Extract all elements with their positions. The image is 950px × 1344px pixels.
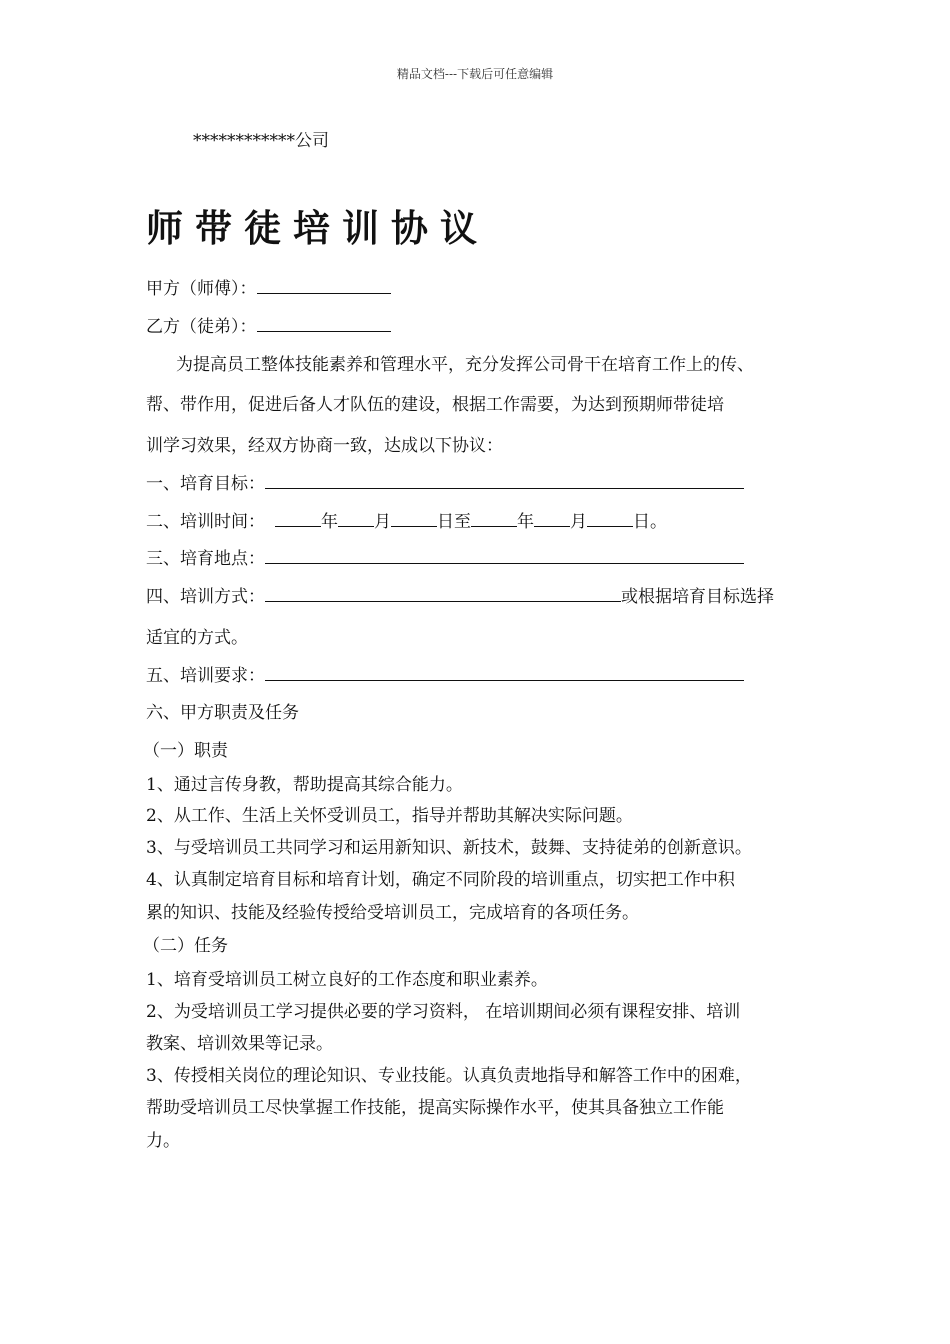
intro-line-1: 为提高员工整体技能素养和管理水平，充分发挥公司骨干在培育工作上的传、 <box>176 355 754 375</box>
tasks-heading: （二）任务 <box>143 936 228 956</box>
day-end-unit: 日。 <box>633 512 667 532</box>
item-goal-label: 一、培育目标： <box>146 474 265 494</box>
intro-line-3: 训学习效果，经双方协商一致，达成以下协议： <box>146 436 503 456</box>
year2-unit: 年 <box>517 512 534 532</box>
item-location <box>146 544 744 569</box>
party-a-label: 甲方（师傅）： <box>146 279 257 299</box>
month2-blank[interactable] <box>534 509 570 527</box>
duties-heading: （一）职责 <box>143 741 228 761</box>
year1-blank[interactable] <box>275 509 321 527</box>
item-requirement-blank[interactable] <box>265 663 744 681</box>
task-item-3-cont: 帮助受培训员工尽快掌握工作技能，提高实际操作水平，使其具备独立工作能 <box>146 1098 724 1118</box>
task-item-2-cont: 教案、培训效果等记录。 <box>146 1034 333 1054</box>
month2-unit: 月 <box>570 512 587 532</box>
item-method-cont: 适宜的方式。 <box>146 628 248 648</box>
duty-item-4: 4、认真制定培育目标和培育计划，确定不同阶段的培训重点，切实把工作中积 <box>146 870 735 890</box>
page-title: 师带徒培训协议 <box>146 206 489 250</box>
task-item-3-end: 力。 <box>146 1131 180 1151</box>
item-goal <box>146 469 744 494</box>
year1-unit: 年 <box>321 512 338 532</box>
day-to-unit: 日至 <box>437 512 471 532</box>
intro-line-2: 帮、带作用，促进后备人才队伍的建设，根据工作需要，为达到预期师带徒培 <box>146 395 724 415</box>
task-item-3: 3、传授相关岗位的理论知识、专业技能。认真负责地指导和解答工作中的困难， <box>146 1066 752 1086</box>
party-b-label: 乙方（徒弟）： <box>146 317 257 337</box>
item-goal-blank[interactable] <box>265 471 744 489</box>
item-time <box>146 507 667 532</box>
item-requirement <box>146 661 744 686</box>
party-a-line <box>146 274 391 299</box>
task-item-2: 2、为受培训员工学习提供必要的学习资料， 在培训期间必须有课程安排、培训 <box>146 1002 741 1022</box>
party-a-blank[interactable] <box>257 276 391 294</box>
day2-blank[interactable] <box>587 509 633 527</box>
day1-blank[interactable] <box>391 509 437 527</box>
header-note: 精品文档---下载后可任意编辑 <box>396 67 554 81</box>
item-requirement-label: 五、培训要求： <box>146 666 265 686</box>
month1-blank[interactable] <box>338 509 374 527</box>
item-time-label: 二、培训时间： <box>146 512 265 532</box>
item-method <box>146 582 774 607</box>
party-b-line <box>146 312 391 337</box>
duty-item-3: 3、与受培训员工共同学习和运用新知识、新技术，鼓舞、支持徒弟的创新意识。 <box>146 838 752 858</box>
party-b-blank[interactable] <box>257 314 391 332</box>
item-method-label: 四、培训方式： <box>146 587 265 607</box>
task-item-1: 1、培育受培训员工树立良好的工作态度和职业素养。 <box>146 970 548 990</box>
item-method-tail: 或根据培育目标选择 <box>621 587 774 607</box>
item-duties-section: 六、甲方职责及任务 <box>146 703 299 723</box>
item-location-blank[interactable] <box>265 546 744 564</box>
duty-item-1: 1、通过言传身教，帮助提高其综合能力。 <box>146 775 463 795</box>
item-location-label: 三、培育地点： <box>146 549 265 569</box>
duty-item-2: 2、从工作、生活上关怀受训员工，指导并帮助其解决实际问题。 <box>146 806 633 826</box>
duty-item-4-cont: 累的知识、技能及经验传授给受培训员工，完成培育的各项任务。 <box>146 903 639 923</box>
year2-blank[interactable] <box>471 509 517 527</box>
company-name: ************公司 <box>193 131 329 151</box>
item-method-blank[interactable] <box>265 584 621 602</box>
month1-unit: 月 <box>374 512 391 532</box>
